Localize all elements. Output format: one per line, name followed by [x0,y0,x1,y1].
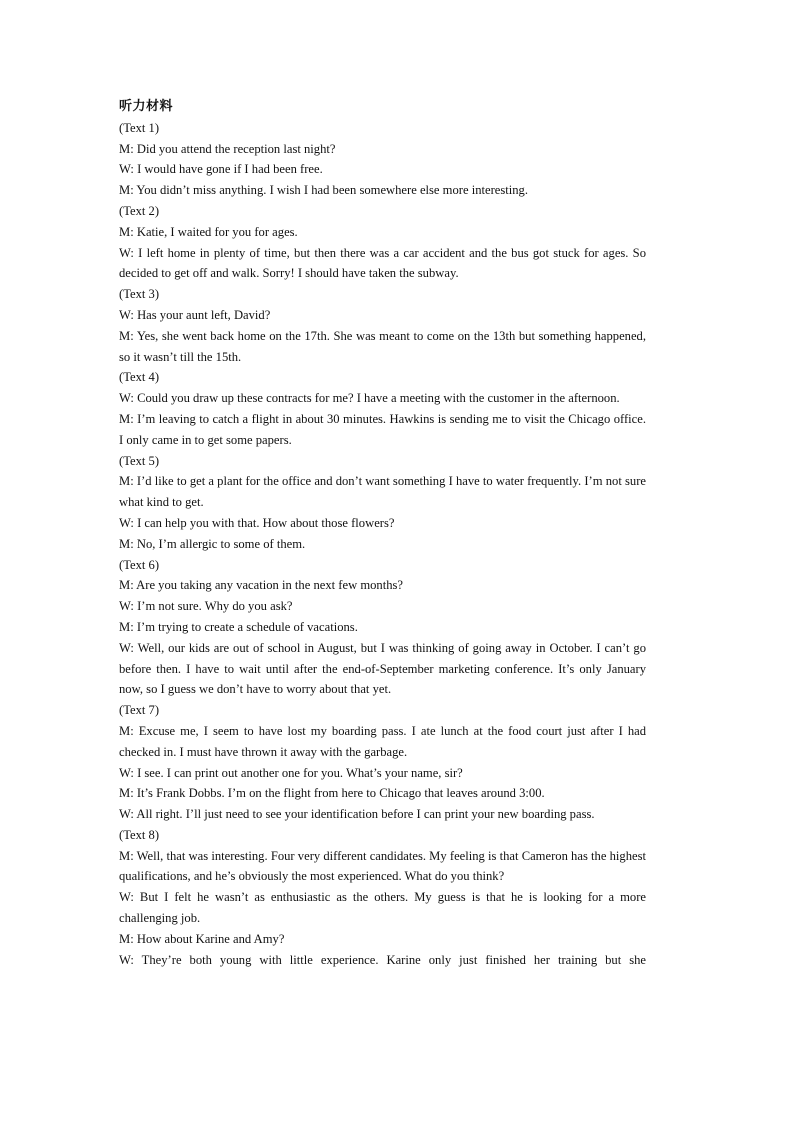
dialogue-line: M: No, I’m allergic to some of them. [119,536,306,551]
dialogue-line: M: Excuse me, I seem to have lost my boarding pass. I ate lunch at the food court just after I had checked in. I must have thrown it away with the garbage. [119,723,646,759]
dialogue-line: W: I left home in plenty of time, but then there was a car accident and the bus got stuck for ages. So decided to get off and walk. Sorry! I should have taken the subway. [119,245,646,281]
text-label: (Text 3) [119,287,160,302]
dialogue-line: W: I can help you with that. How about those flowers? [119,515,395,530]
text-label: (Text 1) [119,120,160,135]
dialogue-line: W: But I felt he wasn’t as enthusiastic as the others. My guess is that he is looking for a more challenging job. [119,890,646,926]
dialogue-line: M: I’d like to get a plant for the office and don’t want something I have to water frequently. I’m not sure what kind to get. [119,474,646,510]
dialogue-line: W: Has your aunt left, David? [119,307,271,322]
text-label: (Text 6) [119,557,160,572]
dialogue-line: W: I would have gone if I had been free. [119,162,323,177]
listening-material-page [119,97,646,970]
text-label: (Text 4) [119,370,160,385]
dialogue-line: M: Well, that was interesting. Four very different candidates. My feeling is that Cameron has the highest qualifications, and he’s obviously the most experienced. What do you think? [119,848,646,884]
dialogue-line: M: I’m trying to create a schedule of vacations. [119,619,358,634]
dialogue-line: M: Katie, I waited for you for ages. [119,224,298,239]
text-label: (Text 5) [119,453,160,468]
text-label: (Text 2) [119,203,160,218]
page-title: 听力材料 [119,99,174,114]
text-label: (Text 8) [119,827,160,842]
dialogue-line: M: Yes, she went back home on the 17th. She was meant to come on the 13th but something happened, so it wasn’t till the 15th. [119,328,646,364]
dialogue-line: W: I see. I can print out another one for you. What’s your name, sir? [119,765,463,780]
dialogue-line: W: I’m not sure. Why do you ask? [119,599,293,614]
text-label: (Text 7) [119,703,160,718]
dialogue-line: M: Are you taking any vacation in the next few months? [119,578,403,593]
dialogue-line: W: Could you draw up these contracts for me? I have a meeting with the customer in the afternoon. [119,391,620,406]
dialogue-line: W: Well, our kids are out of school in August, but I was thinking of going away in October. I can’t go before then. I have to wait until after the end-of-September marketing conference. It’s only January now, so I guess we don’t have to worry about that yet. [119,640,646,697]
dialogue-line: M: Did you attend the reception last night? [119,141,336,156]
dialogue-line: M: How about Karine and Amy? [119,931,285,946]
dialogue-line: M: It’s Frank Dobbs. I’m on the flight from here to Chicago that leaves around 3:00. [119,786,545,801]
dialogue-line: M: I’m leaving to catch a flight in about 30 minutes. Hawkins is sending me to visit the Chicago office. I only came in to get some papers. [119,411,646,447]
dialogue-line: W: They’re both young with little experience. Karine only just finished her training but she [119,952,646,967]
dialogue-line: M: You didn’t miss anything. I wish I had been somewhere else more interesting. [119,183,529,198]
dialogue-line: W: All right. I’ll just need to see your identification before I can print your new boarding pass. [119,807,595,822]
